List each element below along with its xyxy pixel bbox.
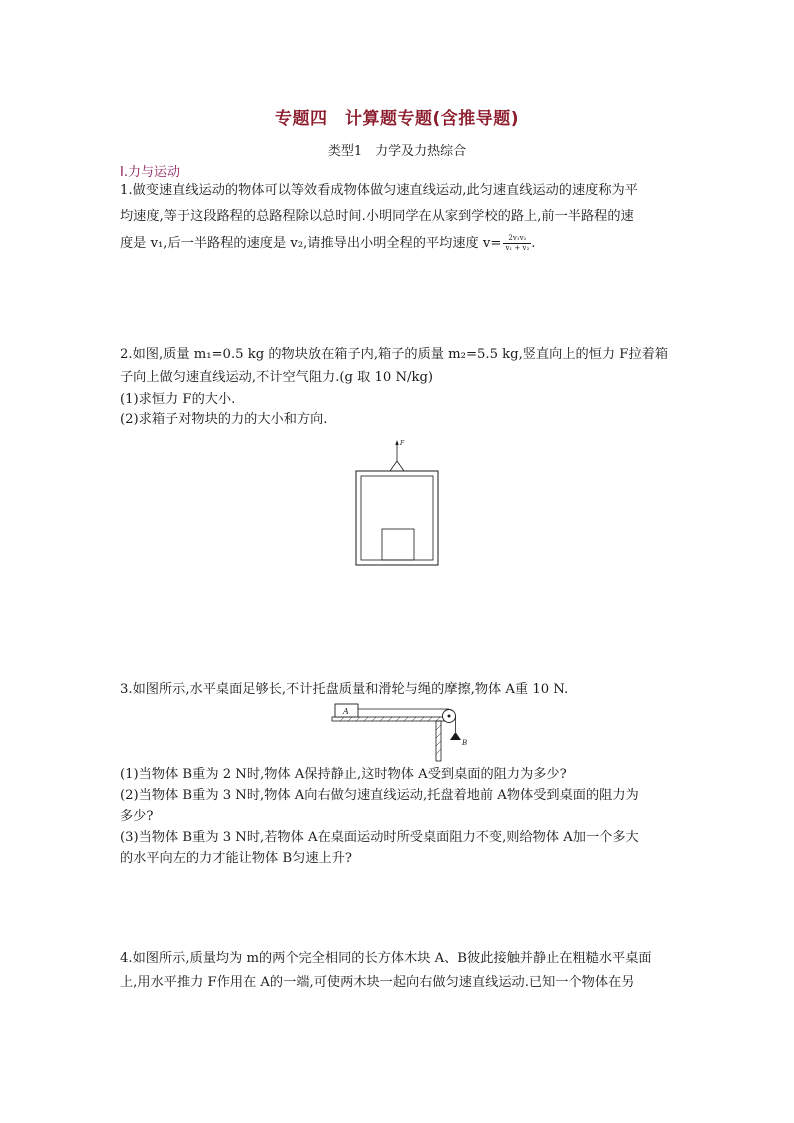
box-outer-wall — [356, 471, 438, 565]
box-figure — [355, 436, 439, 566]
pulley-axle — [448, 715, 451, 718]
leg-hatching — [436, 725, 441, 754]
q2-line-2: 子向上做匀速直线运动,不计空气阻力.(g 取 10 N/kg) — [120, 370, 434, 385]
fraction-denominator: v₁ + v₂ — [505, 244, 530, 252]
q3-sub-2a: (2)当物体 B重为 3 N时,物体 A向右做匀速直线运动,托盘着地前 A物体受到桌面的阻力为 — [120, 788, 639, 803]
section-heading: Ⅰ.力与运动 — [120, 165, 180, 180]
page-title: 专题四 计算题专题(含推导题) — [274, 109, 520, 129]
type-subtitle: 类型1 力学及力热综合 — [327, 144, 467, 159]
q3-line-1: 3.如图所示,水平桌面足够长,不计托盘质量和滑轮与绳的摩擦,物体 A重 10 N. — [120, 682, 569, 697]
tray-b-label: B — [462, 739, 468, 747]
q2-sub-1: (1)求恒力 F的大小. — [120, 392, 236, 407]
table-leg — [436, 721, 441, 761]
fraction-numerator: 2v₁v₂ — [503, 234, 531, 244]
box-inner-wall — [361, 476, 433, 560]
pulley-figure — [330, 700, 470, 762]
q3-sub-2b: 多少? — [120, 809, 154, 824]
q1-line-3-text: 度是 v₁,后一半路程的速度是 v₂,请推导出小明全程的平均速度 v= — [120, 236, 502, 251]
force-arrow-head — [395, 440, 398, 445]
q1-line-1: 1.做变速直线运动的物体可以等效看成物体做匀速直线运动,此匀速直线运动的速度称为平 — [120, 183, 638, 198]
q2-line-1: 2.如图,质量 m₁=0.5 kg 的物块放在箱子内,箱子的质量 m₂=5.5 kg,竖直向上的恒力 F拉着箱 — [120, 347, 669, 362]
tray-b — [450, 732, 461, 740]
average-speed-fraction — [503, 234, 531, 253]
block-inside — [382, 529, 414, 560]
hook-triangle — [390, 461, 404, 471]
q4-line-1: 4.如图所示,质量均为 m的两个完全相同的长方体木块 A、B彼此接触并静止在粗糙水平桌面 — [120, 951, 652, 966]
q1-line-3-end: . — [531, 236, 536, 251]
q3-sub-3b: 的水平向左的力才能让物体 B匀速上升? — [120, 851, 352, 866]
table-hatching — [340, 717, 440, 721]
block-a-label: A — [343, 707, 349, 716]
q3-sub-1: (1)当物体 B重为 2 N时,物体 A保持静止,这时物体 A受到桌面的阻力为多少? — [120, 767, 567, 782]
q1-line-3 — [120, 233, 680, 255]
force-label: F — [400, 440, 405, 447]
q2-sub-2: (2)求箱子对物块的力的大小和方向. — [120, 412, 328, 427]
q3-sub-3a: (3)当物体 B重为 3 N时,若物体 A在桌面运动时所受桌面阻力不变,则给物体 A加一个多大 — [120, 830, 639, 845]
q4-line-2: 上,用水平推力 F作用在 A的一端,可使两木块一起向右做匀速直线运动.已知一个物体在另 — [120, 975, 635, 990]
q1-line-2: 均速度,等于这段路程的总路程除以总时间.小明同学在从家到学校的路上,前一半路程的速 — [120, 209, 634, 224]
